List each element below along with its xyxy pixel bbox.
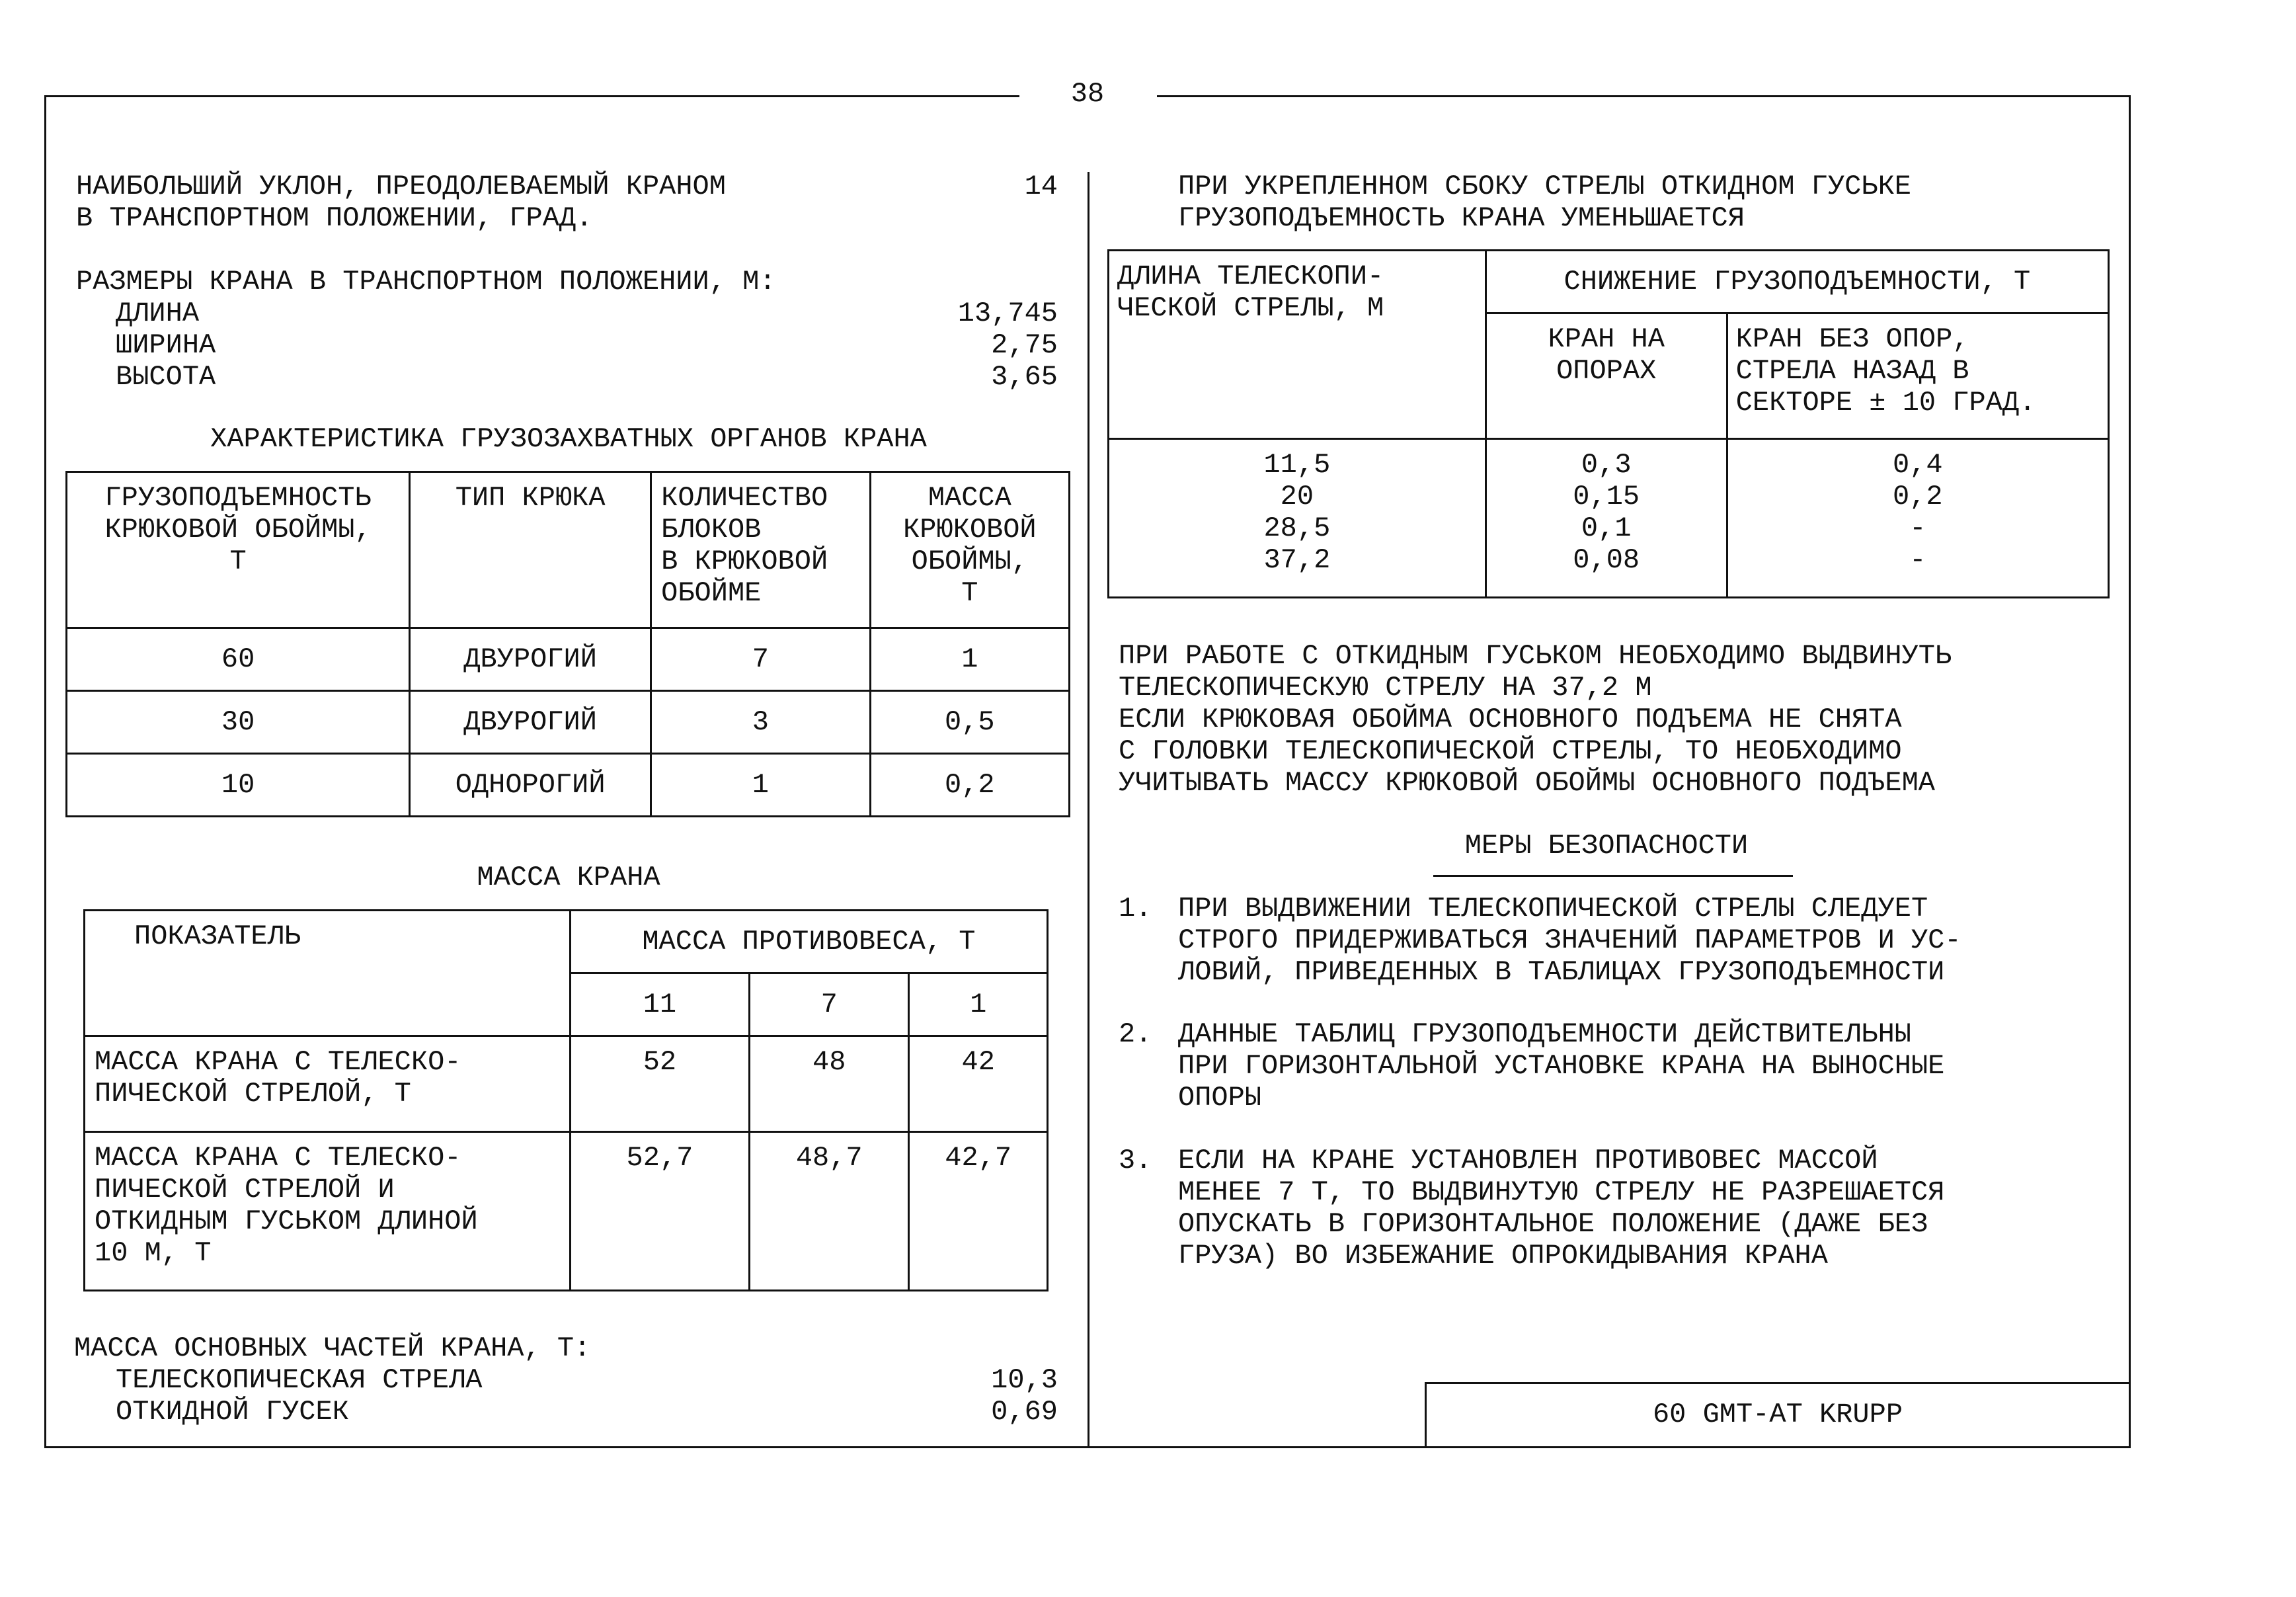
mass-value: 42 xyxy=(909,1036,1048,1132)
reduction-on-outriggers: 0,3 0,15 0,1 0,08 xyxy=(1485,439,1727,598)
jib-intro: ПРИ УКРЕПЛЕННОМ СБОКУ СТРЕЛЫ ОТКИДНОМ ГУСЬКЕ ГРУЗОПОДЪЕМНОСТЬ КРАНА УМЕНЬШАЕТСЯ xyxy=(1178,171,1911,234)
mass-header-indicator: ПОКАЗАТЕЛЬ xyxy=(85,911,571,1036)
safety-title: МЕРЫ БЕЗОПАСНОСТИ xyxy=(1464,830,1749,862)
dimension-label: ВЫСОТА xyxy=(116,361,216,393)
dimension-value: 13,745 xyxy=(957,298,1058,329)
page-number: 38 xyxy=(1070,78,1105,110)
mass-header-counterweight: МАССА ПРОТИВОВЕСА, Т xyxy=(570,911,1047,973)
part-value: 0,69 xyxy=(991,1396,1058,1428)
slope-line1: НАИБОЛЬШИЙ УКЛОН, ПРЕОДОЛЕВАЕМЫЙ КРАНОМ xyxy=(76,171,726,202)
hooks-header-type: ТИП КРЮКА xyxy=(410,472,651,628)
counterweight-7: 7 xyxy=(750,973,909,1036)
column-divider xyxy=(1088,172,1089,1448)
reduction-table xyxy=(1107,249,2110,598)
dimension-value: 2,75 xyxy=(991,329,1058,361)
reduction-header: СНИЖЕНИЕ ГРУЗОПОДЪЕМНОСТИ, Т xyxy=(1485,251,2108,313)
hook-capacity: 10 xyxy=(67,754,410,817)
reduction-without-outriggers: 0,4 0,2 - - xyxy=(1727,439,2108,598)
hooks-table xyxy=(65,471,1070,817)
parts-title: МАССА ОСНОВНЫХ ЧАСТЕЙ КРАНА, Т: xyxy=(74,1332,591,1364)
counterweight-11: 11 xyxy=(570,973,749,1036)
model-name: 60 GMT-AT KRUPP xyxy=(1652,1399,1903,1430)
table-row xyxy=(67,754,1070,817)
table-row xyxy=(85,1036,1048,1132)
title-block xyxy=(1425,1382,2131,1448)
safety-item-number: 1. xyxy=(1119,893,1152,924)
mass-value: 52 xyxy=(570,1036,749,1132)
safety-item-text: ПРИ ВЫДВИЖЕНИИ ТЕЛЕСКОПИЧЕСКОЙ СТРЕЛЫ СЛЕДУЕТ СТРОГО ПРИДЕРЖИВАТЬСЯ ЗНАЧЕНИЙ ПАРАМЕТРОВ И УС- ЛОВИЙ, ПРИВЕДЕННЫХ В ТАБЛИЦАХ ГРУЗОПОДЪЕМНОСТИ xyxy=(1178,893,1961,988)
mass-row-label: МАССА КРАНА С ТЕЛЕСКО- ПИЧЕСКОЙ СТРЕЛОЙ, Т xyxy=(85,1036,571,1132)
mass-value: 42,7 xyxy=(909,1132,1048,1291)
mass-table xyxy=(83,909,1049,1291)
frame-right xyxy=(2129,95,2131,1448)
hook-mass: 1 xyxy=(870,628,1069,691)
dimension-label: ШИРИНА xyxy=(116,329,216,361)
hooks-header-blocks: КОЛИЧЕСТВО БЛОКОВ В КРЮКОВОЙ ОБОЙМЕ xyxy=(651,472,871,628)
reduction-header-length: ДЛИНА ТЕЛЕСКОПИ- ЧЕСКОЙ СТРЕЛЫ, М xyxy=(1109,251,1486,439)
part-value: 10,3 xyxy=(991,1364,1058,1396)
safety-item-number: 2. xyxy=(1119,1018,1152,1050)
table-row xyxy=(67,628,1070,691)
safety-item-text: ДАННЫЕ ТАБЛИЦ ГРУЗОПОДЪЕМНОСТИ ДЕЙСТВИТЕЛЬНЫ ПРИ ГОРИЗОНТАЛЬНОЙ УСТАНОВКЕ КРАНА НА ВЫНОСНЫЕ ОПОРЫ xyxy=(1178,1018,1945,1114)
mass-value: 48 xyxy=(750,1036,909,1132)
counterweight-1: 1 xyxy=(909,973,1048,1036)
reduction-header-outriggers: КРАН НА ОПОРАХ xyxy=(1485,313,1727,439)
table-row xyxy=(67,691,1070,754)
hook-blocks: 3 xyxy=(651,691,871,754)
hook-blocks: 1 xyxy=(651,754,871,817)
hook-type: ОДНОРОГИЙ xyxy=(410,754,651,817)
hook-mass: 0,5 xyxy=(870,691,1069,754)
mass-value: 52,7 xyxy=(570,1132,749,1291)
slope-line2: В ТРАНСПОРТНОМ ПОЛОЖЕНИИ, ГРАД. xyxy=(76,202,593,234)
safety-title-underline xyxy=(1433,875,1793,877)
mass-value: 48,7 xyxy=(750,1132,909,1291)
dimension-label: ДЛИНА xyxy=(116,298,200,329)
hook-capacity: 30 xyxy=(67,691,410,754)
dimension-value: 3,65 xyxy=(991,361,1058,393)
hook-capacity: 60 xyxy=(67,628,410,691)
hook-blocks: 7 xyxy=(651,628,871,691)
safety-item-text: ЕСЛИ НА КРАНЕ УСТАНОВЛЕН ПРОТИВОВЕС МАССОЙ МЕНЕЕ 7 Т, ТО ВЫДВИНУТУЮ СТРЕЛУ НЕ РАЗРЕШАЕТСЯ ОПУСКАТЬ В ГОРИЗОНТАЛЬНОЕ ПОЛОЖЕНИЕ (ДАЖЕ БЕЗ ГРУЗА) ВО ИЗБЕЖАНИЕ ОПРОКИДЫВАНИЯ КРАНА xyxy=(1178,1145,1945,1272)
part-label: ТЕЛЕСКОПИЧЕСКАЯ СТРЕЛА xyxy=(116,1364,483,1396)
hook-type: ДВУРОГИЙ xyxy=(410,628,651,691)
part-label: ОТКИДНОЙ ГУСЕК xyxy=(116,1396,349,1428)
jib-note: ПРИ РАБОТЕ С ОТКИДНЫМ ГУСЬКОМ НЕОБХОДИМО ВЫДВИНУТЬ ТЕЛЕСКОПИЧЕСКУЮ СТРЕЛУ НА 37,2 М ЕСЛИ КРЮКОВАЯ ОБОЙМА ОСНОВНОГО ПОДЪЕМА НЕ СНЯТА С ГОЛОВКИ ТЕЛЕСКОПИЧЕСКОЙ СТРЕЛЫ, ТО НЕОБХОДИМО УЧИТЫВАТЬ МАССУ КРЮКОВОЙ ОБОЙМЫ ОСНОВНОГО ПОДЪЕМА xyxy=(1119,640,1952,799)
mass-row-label: МАССА КРАНА С ТЕЛЕСКО- ПИЧЕСКОЙ СТРЕЛОЙ И ОТКИДНЫМ ГУСЬКОМ ДЛИНОЙ 10 М, Т xyxy=(85,1132,571,1291)
mass-title: МАССА КРАНА xyxy=(477,862,660,893)
frame-left xyxy=(44,95,46,1448)
table-row xyxy=(1109,439,2109,598)
hook-mass: 0,2 xyxy=(870,754,1069,817)
reduction-header-no-outriggers: КРАН БЕЗ ОПОР, СТРЕЛА НАЗАД В СЕКТОРЕ ± 10 ГРАД. xyxy=(1727,313,2108,439)
safety-item-number: 3. xyxy=(1119,1145,1152,1176)
frame-top-left xyxy=(44,95,1019,97)
slope-value: 14 xyxy=(1024,171,1058,202)
dimensions-title: РАЗМЕРЫ КРАНА В ТРАНСПОРТНОМ ПОЛОЖЕНИИ, М: xyxy=(76,266,776,298)
table-row xyxy=(85,1132,1048,1291)
hook-type: ДВУРОГИЙ xyxy=(410,691,651,754)
hooks-header-mass: МАССА КРЮКОВОЙ ОБОЙМЫ, Т xyxy=(870,472,1069,628)
frame-top-right xyxy=(1157,95,2131,97)
boom-lengths: 11,5 20 28,5 37,2 xyxy=(1109,439,1486,598)
hooks-header-capacity: ГРУЗОПОДЪЕМНОСТЬ КРЮКОВОЙ ОБОЙМЫ, Т xyxy=(67,472,410,628)
hooks-title: ХАРАКТЕРИСТИКА ГРУЗОЗАХВАТНЫХ ОРГАНОВ КРАНА xyxy=(210,423,927,455)
